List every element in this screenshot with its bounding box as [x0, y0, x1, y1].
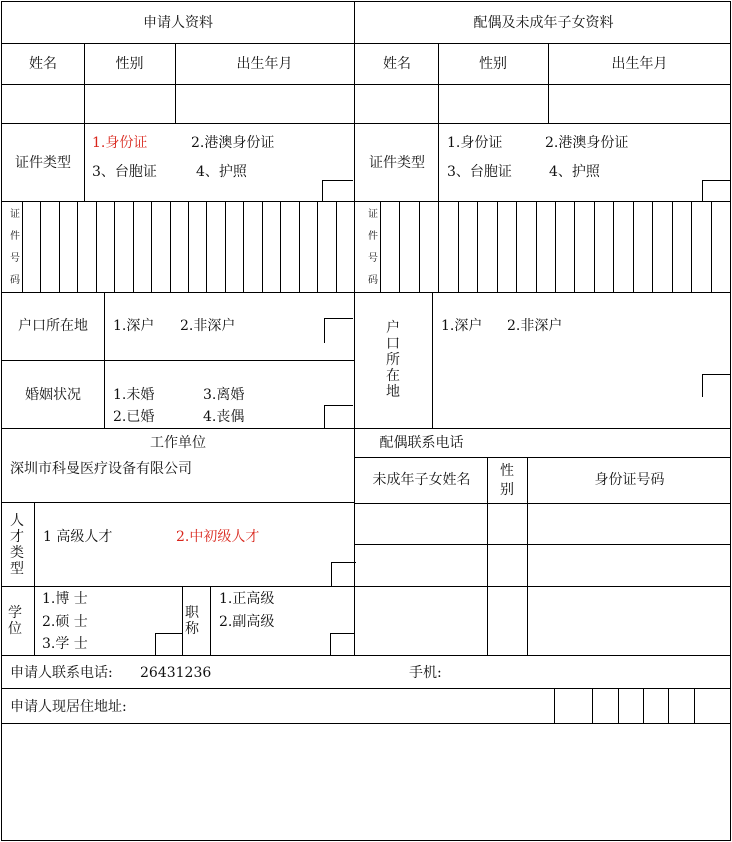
- applicant-hukou-option-1[interactable]: 1.深户: [113, 318, 155, 334]
- id-digit-divider: [317, 201, 318, 293]
- marital-option-2[interactable]: 2.已婚: [113, 409, 155, 425]
- child-id-header: 身份证号码: [594, 472, 665, 488]
- spouse-id-type-checkbox[interactable]: [702, 180, 731, 201]
- grid-line: [438, 123, 439, 202]
- grid-line: [355, 503, 731, 504]
- id-digit-divider: [188, 201, 189, 293]
- grid-line: [730, 1, 731, 841]
- spouse-phone-field[interactable]: [489, 430, 730, 457]
- spouse-id-type-label: 证件类型: [369, 155, 425, 171]
- marital-option-3[interactable]: 3.离婚: [203, 387, 245, 403]
- grid-line: [487, 457, 488, 656]
- id-digit-divider: [77, 201, 78, 293]
- id-digit-divider: [497, 201, 498, 293]
- spouse-hukou-option-1[interactable]: 1.深户: [441, 318, 483, 334]
- grid-line: [1, 123, 731, 124]
- grid-line: [668, 688, 669, 724]
- id-digit-divider: [114, 201, 115, 293]
- applicant-name-header: 姓名: [29, 56, 57, 72]
- grid-line: [84, 123, 85, 202]
- grid-line: [1, 723, 731, 724]
- spouse-birth-field[interactable]: [549, 86, 730, 122]
- address-field[interactable]: [3, 725, 730, 839]
- id-digit-divider: [711, 201, 712, 293]
- title-checkbox[interactable]: [330, 633, 355, 656]
- work-unit-label: 工作单位: [150, 435, 206, 451]
- id-digit-divider: [280, 201, 281, 293]
- grid-line: [1, 1, 2, 841]
- id-digit-divider: [299, 201, 300, 293]
- title-option-2[interactable]: 2.副高级: [219, 614, 275, 630]
- spouse-id-type-option-2[interactable]: 2.港澳身份证: [545, 135, 629, 151]
- id-digit-divider: [652, 201, 653, 293]
- marital-checkbox[interactable]: [324, 405, 353, 428]
- applicant-hukou-option-2[interactable]: 2.非深户: [180, 318, 236, 334]
- applicant-birth-header: 出生年月: [236, 56, 293, 72]
- id-digit-divider: [336, 201, 337, 293]
- grid-line: [1, 360, 355, 361]
- degree-option-1[interactable]: 1.博 士: [42, 591, 88, 607]
- mobile-label: 手机:: [409, 665, 442, 681]
- grid-line: [1, 428, 731, 429]
- id-digit-divider: [40, 201, 41, 293]
- id-digit-divider: [438, 201, 439, 293]
- id-digit-divider: [399, 201, 400, 293]
- spouse-id-type-option-3[interactable]: 3、台胞证: [447, 164, 512, 180]
- grid-line: [1, 655, 731, 656]
- applicant-phone-label: 申请人联系电话:: [10, 665, 113, 681]
- grid-line: [354, 1, 355, 656]
- child-gender-header: 性别: [500, 463, 514, 498]
- id-digit-divider: [536, 201, 537, 293]
- spouse-hukou-checkbox[interactable]: [702, 374, 731, 397]
- id-digit-divider: [633, 201, 634, 293]
- id-digit-divider: [243, 201, 244, 293]
- applicant-id-type-option-4[interactable]: 4、护照: [196, 164, 247, 180]
- id-digit-divider: [574, 201, 575, 293]
- grid-line: [1, 292, 731, 293]
- grid-line: [554, 688, 555, 724]
- applicant-id-type-checkbox[interactable]: [322, 180, 353, 201]
- work-unit-value[interactable]: 深圳市科曼医疗设备有限公司: [10, 461, 192, 477]
- marital-option-4[interactable]: 4.丧偶: [203, 409, 245, 425]
- spouse-section-title: 配偶及未成年子女资料: [473, 15, 614, 31]
- grid-line: [355, 457, 731, 458]
- id-digit-divider: [691, 201, 692, 293]
- id-digit-divider: [613, 201, 614, 293]
- grid-line: [1, 1, 731, 2]
- degree-label: 学位: [8, 605, 22, 637]
- grid-line: [1, 586, 355, 587]
- talent-type-label: 人才类型: [10, 513, 24, 577]
- degree-checkbox[interactable]: [155, 633, 183, 656]
- applicant-name-field[interactable]: [3, 86, 83, 122]
- talent-option-1[interactable]: 1 高级人才: [43, 529, 113, 545]
- id-digit-divider: [225, 201, 226, 293]
- spouse-phone-label: 配偶联系电话: [379, 435, 464, 451]
- applicant-hukou-checkbox[interactable]: [324, 318, 353, 343]
- spouse-gender-field[interactable]: [439, 86, 547, 122]
- id-digit-divider: [594, 201, 595, 293]
- grid-line: [1, 201, 731, 202]
- applicant-id-type-label: 证件类型: [15, 155, 71, 171]
- spouse-id-type-option-1[interactable]: 1.身份证: [447, 135, 503, 151]
- degree-option-2[interactable]: 2.硕 士: [42, 614, 88, 630]
- grid-line: [22, 201, 23, 293]
- spouse-hukou-label: 户口所在地: [386, 320, 400, 400]
- talent-option-2[interactable]: 2.中初级人才: [176, 529, 260, 545]
- applicant-section-title: 申请人资料: [143, 15, 213, 31]
- grid-line: [592, 688, 593, 724]
- grid-line: [1, 43, 731, 44]
- applicant-phone-value[interactable]: 26431236: [140, 665, 212, 681]
- id-digit-divider: [458, 201, 459, 293]
- grid-line: [34, 502, 35, 656]
- spouse-birth-header: 出生年月: [611, 56, 668, 72]
- grid-line: [1, 688, 731, 689]
- applicant-birth-field[interactable]: [176, 86, 353, 122]
- id-digit-divider: [170, 201, 171, 293]
- grid-line: [104, 292, 105, 429]
- spouse-name-header: 姓名: [383, 56, 411, 72]
- id-digit-divider: [206, 201, 207, 293]
- address-label: 申请人现居住地址:: [10, 699, 127, 715]
- grid-line: [355, 586, 731, 587]
- grid-line: [1, 502, 355, 503]
- grid-line: [694, 688, 695, 724]
- applicant-id-type-option-3[interactable]: 3、台胞证: [92, 164, 157, 180]
- grid-line: [1, 840, 731, 841]
- grid-line: [380, 201, 381, 293]
- applicant-hukou-label: 户口所在地: [18, 318, 88, 334]
- applicant-id-number-label: 证件号码: [10, 209, 20, 286]
- talent-type-checkbox[interactable]: [331, 562, 356, 587]
- id-digit-divider: [477, 201, 478, 293]
- title-option-1[interactable]: 1.正高级: [219, 591, 275, 607]
- grid-line: [643, 688, 644, 724]
- id-digit-divider: [133, 201, 134, 293]
- id-digit-divider: [96, 201, 97, 293]
- id-digit-divider: [419, 201, 420, 293]
- marital-status-label: 婚姻状况: [25, 387, 81, 403]
- id-digit-divider: [262, 201, 263, 293]
- grid-line: [210, 586, 211, 656]
- grid-line: [432, 292, 433, 429]
- id-digit-divider: [672, 201, 673, 293]
- applicant-id-type-option-1[interactable]: 1.身份证: [92, 135, 148, 151]
- spouse-id-number-label: 证件号码: [368, 209, 378, 286]
- child-name-header: 未成年子女姓名: [372, 472, 471, 488]
- id-digit-divider: [59, 201, 60, 293]
- spouse-id-type-option-4[interactable]: 4、护照: [549, 164, 600, 180]
- grid-line: [355, 544, 731, 545]
- spouse-hukou-option-2[interactable]: 2.非深户: [507, 318, 563, 334]
- id-digit-divider: [555, 201, 556, 293]
- applicant-gender-field[interactable]: [85, 86, 174, 122]
- spouse-name-field[interactable]: [357, 86, 437, 122]
- marital-option-1[interactable]: 1.未婚: [113, 387, 155, 403]
- grid-line: [618, 688, 619, 724]
- title-label: 职称: [185, 605, 199, 637]
- grid-line: [1, 84, 731, 85]
- applicant-gender-header: 性别: [115, 56, 144, 72]
- id-digit-divider: [516, 201, 517, 293]
- id-digit-divider: [151, 201, 152, 293]
- degree-option-3[interactable]: 3.学 士: [42, 636, 88, 652]
- spouse-gender-header: 性别: [479, 56, 507, 72]
- applicant-id-type-option-2[interactable]: 2.港澳身份证: [191, 135, 275, 151]
